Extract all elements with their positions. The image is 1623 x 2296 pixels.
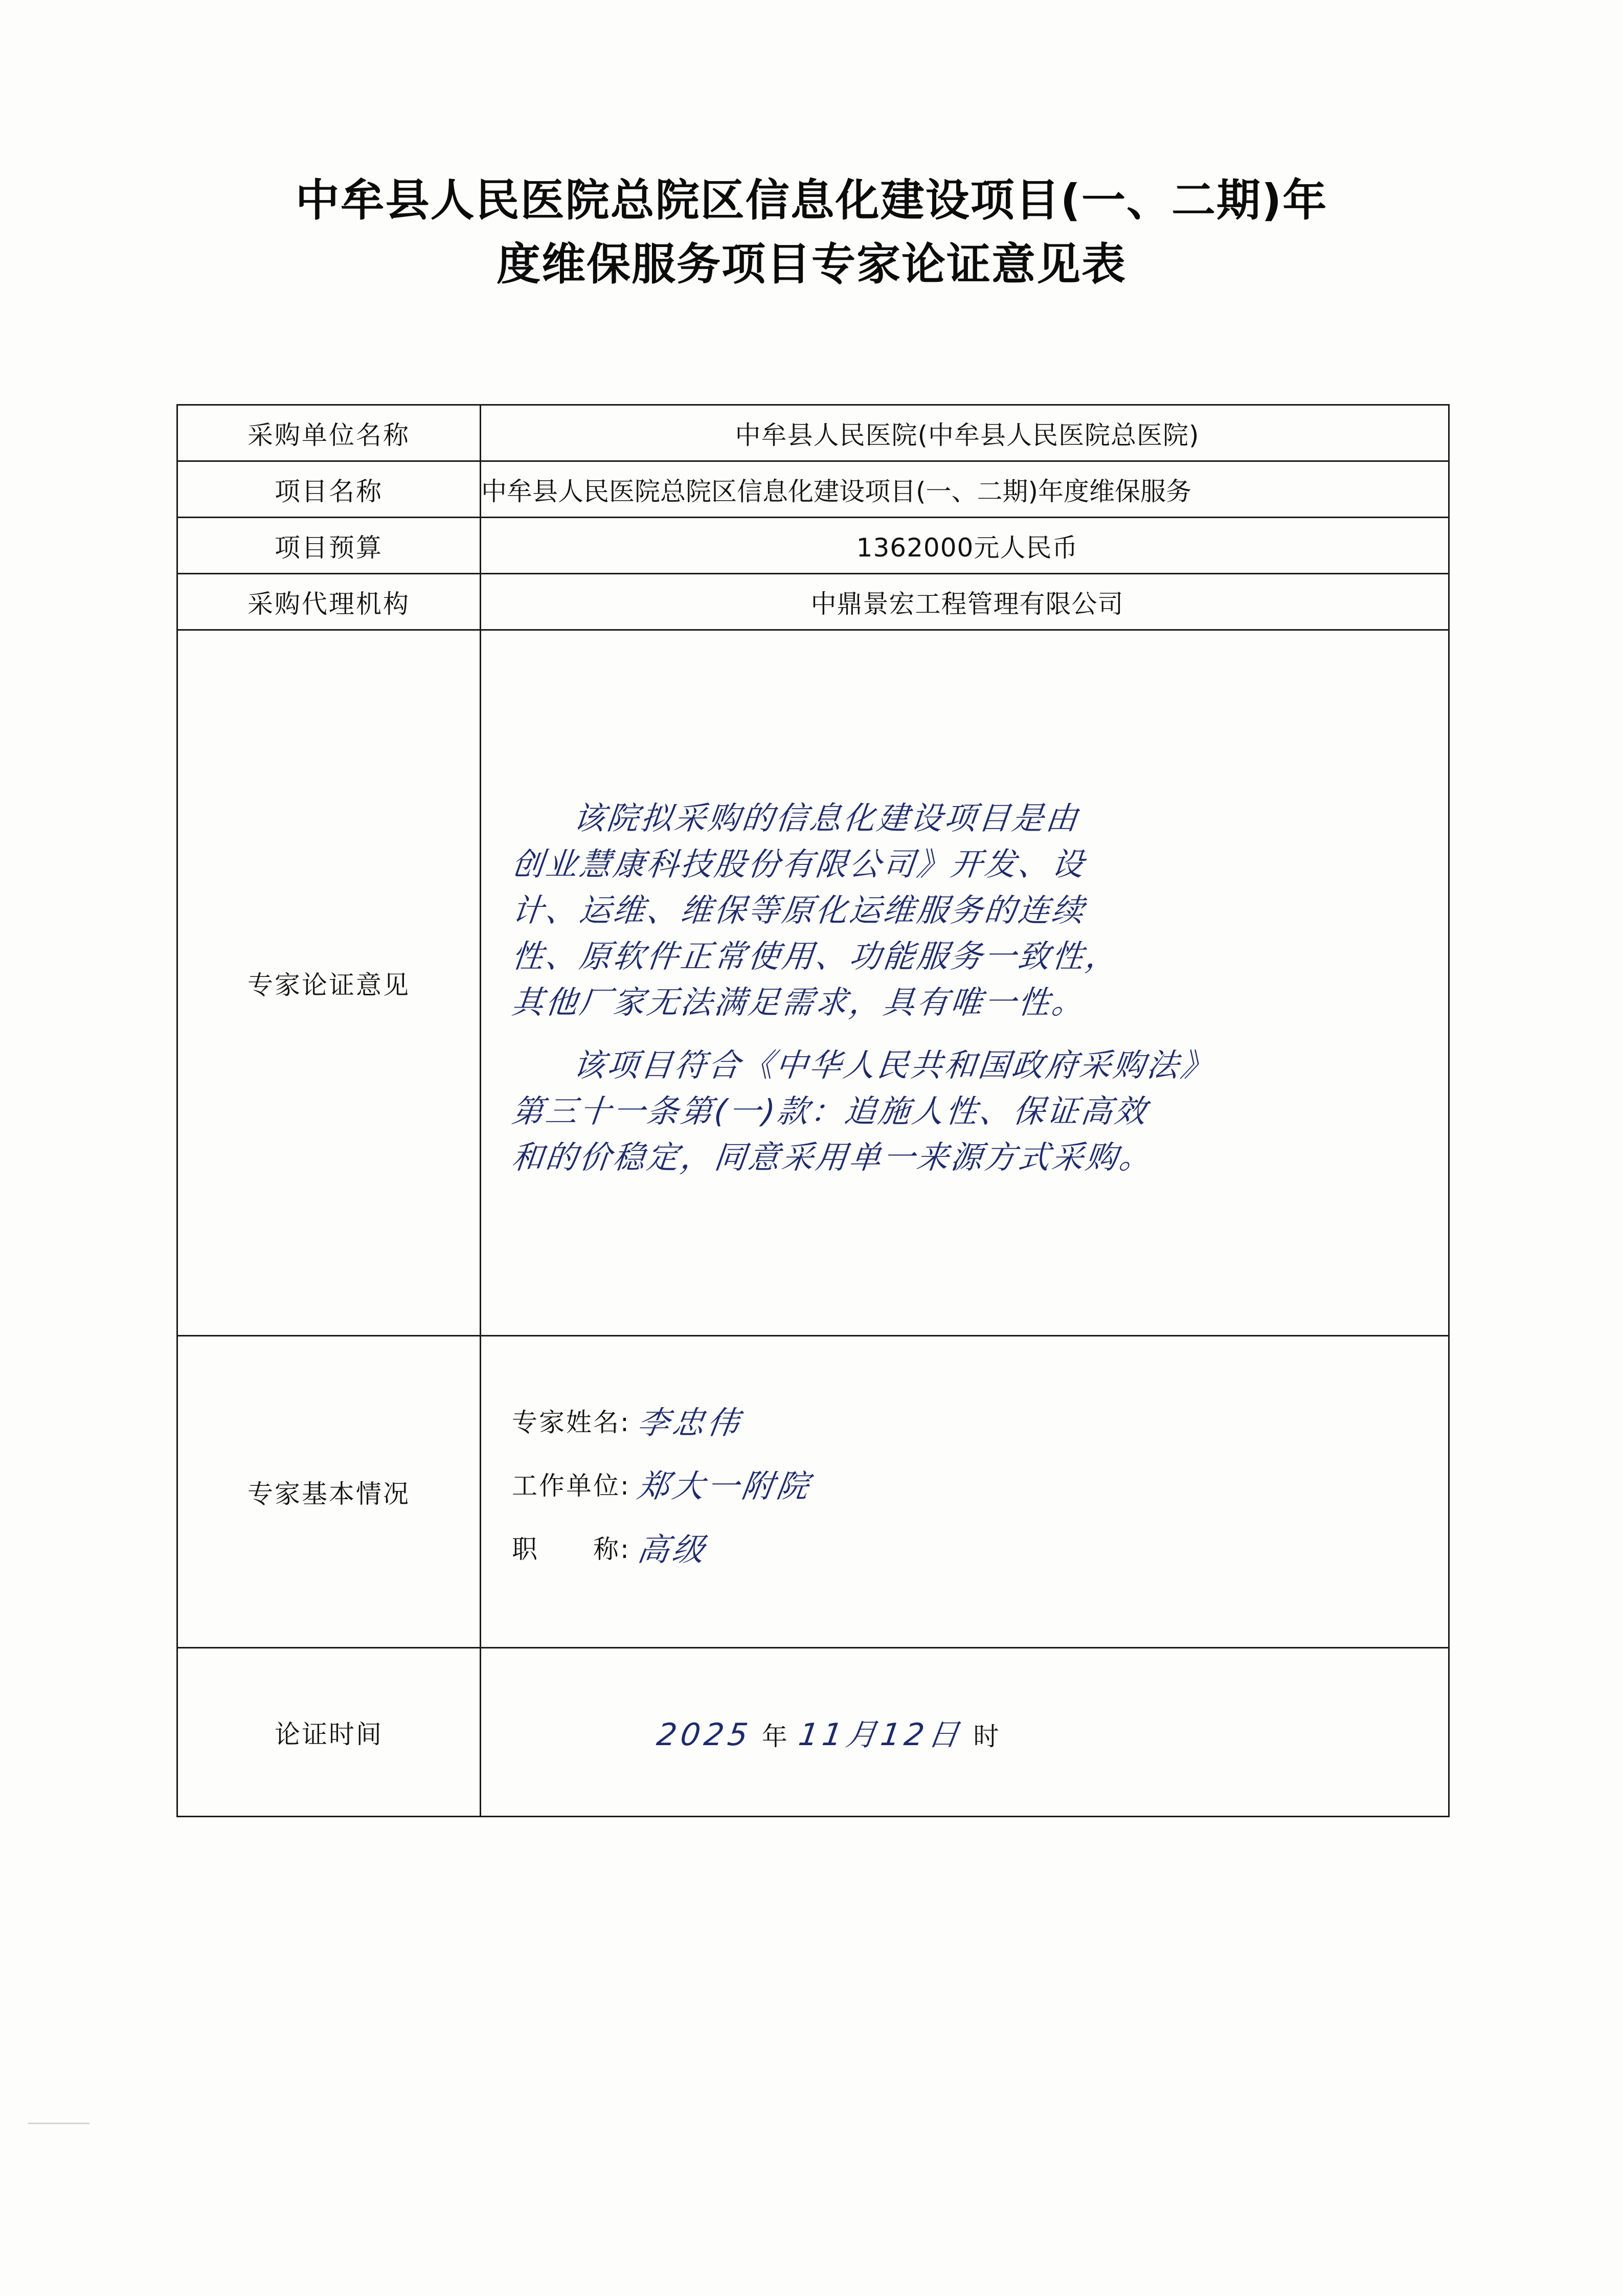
row-value-procurement-agency: 中鼎景宏工程管理有限公司 — [481, 574, 1449, 630]
opinion-line-1: 该院拟采购的信息化建设项目是由 — [571, 799, 1081, 837]
field-expert-name — [512, 1402, 1479, 1439]
row-label-purchasing-unit: 采购单位名称 — [177, 405, 481, 461]
field-job-title-value: 高级 — [635, 1530, 710, 1568]
table-row — [177, 574, 1449, 630]
row-label-project-name: 项目名称 — [177, 461, 481, 518]
handwritten-opinion-paragraph-2 — [512, 1042, 1479, 1180]
review-time-content — [481, 1710, 1448, 1754]
row-label-expert-opinion: 专家论证意见 — [177, 630, 481, 1336]
scan-edge-mark — [28, 2123, 89, 2124]
field-job-title-label: 职 称: — [512, 1534, 630, 1564]
row-label-procurement-agency: 采购代理机构 — [177, 574, 481, 630]
table-row — [177, 518, 1449, 574]
table-row — [177, 461, 1449, 518]
opinion-line-5: 其他厂家无法满足需求，具有唯一性。 — [510, 983, 1088, 1021]
row-value-project-budget: 1362000元人民币 — [481, 518, 1449, 574]
row-label-expert-info: 专家基本情况 — [177, 1336, 481, 1648]
row-label-project-budget: 项目预算 — [177, 518, 481, 574]
table-row — [177, 405, 1449, 461]
opinion-line-2: 创业慧康科技股份有限公司》开发、设 — [510, 845, 1088, 883]
opinion-line-3: 计、运维、维保等原化运维服务的连续 — [510, 891, 1088, 929]
opinion-line-6: 该项目符合《中华人民共和国政府采购法》 — [571, 1046, 1216, 1084]
opinion-line-7: 第三十一条第(一)款：追施人性、保证高效 — [510, 1093, 1151, 1130]
field-work-unit-value: 郑大一附院 — [635, 1467, 815, 1505]
page-title-line-2: 度维保服务项目专家论证意见表 — [497, 238, 1126, 290]
row-value-expert-info — [481, 1336, 1449, 1648]
expert-review-form — [176, 404, 1450, 1817]
handwritten-opinion — [481, 775, 1499, 1191]
review-time-hour-unit: 时 — [973, 1721, 1001, 1751]
opinion-line-8: 和的价稳定，同意采用单一来源方式采购。 — [510, 1139, 1155, 1176]
review-time-year-unit: 年 — [761, 1721, 789, 1751]
expert-info-fields — [481, 1381, 1499, 1602]
table-row-review-time — [177, 1648, 1449, 1817]
row-label-review-time: 论证时间 — [177, 1648, 481, 1817]
table-row-expert-info — [177, 1336, 1449, 1648]
row-value-purchasing-unit: 中牟县人民医院(中牟县人民医院总医院) — [481, 405, 1449, 461]
opinion-line-4: 性、原软件正常使用、功能服务一致性， — [510, 937, 1121, 975]
page-title — [0, 169, 1623, 296]
field-work-unit-label: 工作单位: — [512, 1470, 630, 1501]
field-job-title — [512, 1529, 1479, 1566]
review-time-month-day: 11月12日 — [796, 1717, 965, 1753]
page-title-line-1: 中牟县人民医院总院区信息化建设项目(一、二期)年 — [295, 175, 1328, 226]
row-value-review-time — [481, 1648, 1449, 1817]
row-value-expert-opinion — [481, 630, 1449, 1336]
field-work-unit — [512, 1465, 1479, 1505]
table-row-opinion — [177, 630, 1449, 1336]
row-value-project-name: 中牟县人民医院总院区信息化建设项目(一、二期)年度维保服务 — [481, 461, 1449, 518]
field-expert-name-label: 专家姓名: — [512, 1407, 630, 1437]
review-time-year: 2025 — [655, 1717, 754, 1753]
field-expert-name-signature: 李忠伟 — [635, 1403, 745, 1441]
